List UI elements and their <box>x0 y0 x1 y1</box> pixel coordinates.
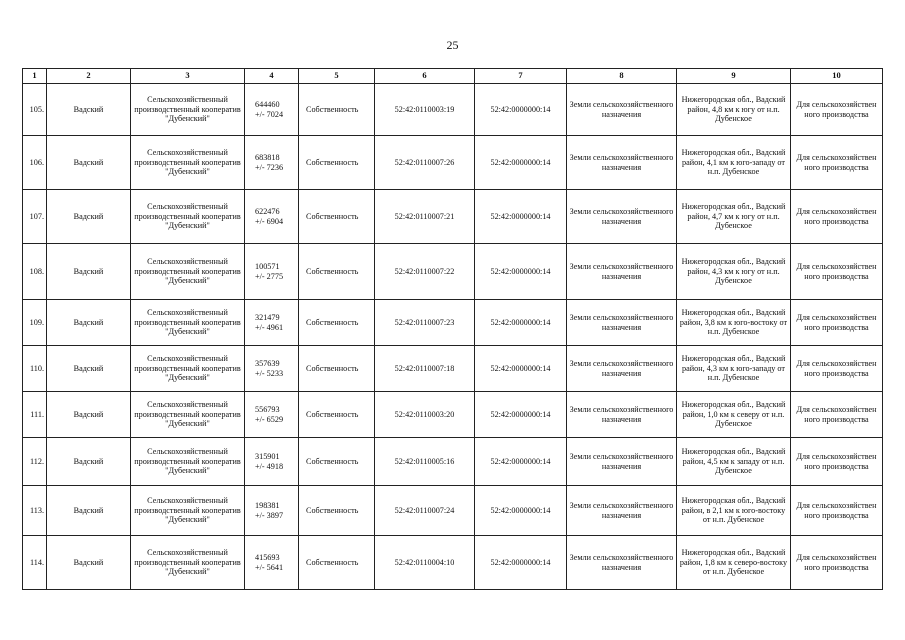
area-value: 321479 <box>255 312 280 322</box>
area-error: +/- 6529 <box>255 414 284 424</box>
area-cell <box>245 392 299 438</box>
permitted-use-cell: Для сельскохозяйствен ного производства <box>791 536 883 590</box>
area-cell <box>245 438 299 486</box>
header-cell: 7 <box>475 69 567 84</box>
permitted-use-cell: Для сельскохозяйствен ного производства <box>791 300 883 346</box>
right-type-cell: Собственность <box>299 244 375 300</box>
location-cell: Нижегородская обл., Вадский район, 4,1 км к юго-западу от н.п. Дубенское <box>677 136 791 190</box>
area-value: 315901 <box>255 451 280 461</box>
land-category-cell: Земли сельскохозяйственного назначения <box>567 536 677 590</box>
location-cell: Нижегородская обл., Вадский район, 4,3 км к юго-западу от н.п. Дубенское <box>677 346 791 392</box>
row-number-cell: 108. <box>23 244 47 300</box>
cadastral-number-cell: 52:42:0110004:10 <box>375 536 475 590</box>
right-type-cell: Собственность <box>299 300 375 346</box>
area-error: +/- 7024 <box>255 109 284 119</box>
permitted-use-cell: Для сельскохозяйствен ного производства <box>791 486 883 536</box>
cadastral-number-cell: 52:42:0110007:18 <box>375 346 475 392</box>
area-value: 622476 <box>255 206 280 216</box>
area-value: 100571 <box>255 261 280 271</box>
land-category-cell: Земли сельскохозяйственного назначения <box>567 392 677 438</box>
parent-cadastral-cell: 52:42:0000000:14 <box>475 392 567 438</box>
area-value: 357639 <box>255 358 280 368</box>
area-value: 198381 <box>255 500 280 510</box>
right-type-cell: Собственность <box>299 486 375 536</box>
header-cell: 10 <box>791 69 883 84</box>
area-error: +/- 4918 <box>255 461 284 471</box>
area-error: +/- 2775 <box>255 271 284 281</box>
parent-cadastral-cell: 52:42:0000000:14 <box>475 244 567 300</box>
owner-cell: Сельскохозяйственный производственный кооператив "Дубенский" <box>131 392 245 438</box>
area-value: 644460 <box>255 99 280 109</box>
area-cell <box>245 346 299 392</box>
parent-cadastral-cell: 52:42:0000000:14 <box>475 190 567 244</box>
area-cell <box>245 84 299 136</box>
area-value: 415693 <box>255 552 280 562</box>
location-cell: Нижегородская обл., Вадский район, 4,7 км к югу от н.п. Дубенское <box>677 190 791 244</box>
right-type-cell: Собственность <box>299 536 375 590</box>
location-cell: Нижегородская обл., Вадский район, 1,0 км к северу от н.п. Дубенское <box>677 392 791 438</box>
district-cell: Вадский <box>47 190 131 244</box>
parent-cadastral-cell: 52:42:0000000:14 <box>475 486 567 536</box>
owner-cell: Сельскохозяйственный производственный кооператив "Дубенский" <box>131 190 245 244</box>
land-category-cell: Земли сельскохозяйственного назначения <box>567 136 677 190</box>
table-row <box>23 438 883 486</box>
header-cell: 2 <box>47 69 131 84</box>
location-cell: Нижегородская обл., Вадский район, 4,5 км к западу от н.п. Дубенское <box>677 438 791 486</box>
table-row <box>23 190 883 244</box>
area-value: 556793 <box>255 404 280 414</box>
permitted-use-cell: Для сельскохозяйствен ного производства <box>791 190 883 244</box>
header-row <box>23 69 883 84</box>
district-cell: Вадский <box>47 486 131 536</box>
location-cell: Нижегородская обл., Вадский район, 1,8 км к северо-востоку от н.п. Дубенское <box>677 536 791 590</box>
district-cell: Вадский <box>47 346 131 392</box>
area-error: +/- 4961 <box>255 322 284 332</box>
right-type-cell: Собственность <box>299 84 375 136</box>
location-cell: Нижегородская обл., Вадский район, 4,3 км к югу от н.п. Дубенское <box>677 244 791 300</box>
location-cell: Нижегородская обл., Вадский район, в 2,1 км к юго-востоку от н.п. Дубенское <box>677 486 791 536</box>
district-cell: Вадский <box>47 300 131 346</box>
area-cell <box>245 486 299 536</box>
area-error: +/- 6904 <box>255 216 284 226</box>
cadastral-number-cell: 52:42:0110007:22 <box>375 244 475 300</box>
owner-cell: Сельскохозяйственный производственный кооператив "Дубенский" <box>131 346 245 392</box>
header-cell: 5 <box>299 69 375 84</box>
row-number-cell: 114. <box>23 536 47 590</box>
table-row <box>23 392 883 438</box>
row-number-cell: 111. <box>23 392 47 438</box>
row-number-cell: 112. <box>23 438 47 486</box>
permitted-use-cell: Для сельскохозяйствен ного производства <box>791 84 883 136</box>
header-cell: 1 <box>23 69 47 84</box>
page-number: 25 <box>446 38 459 52</box>
row-number-cell: 113. <box>23 486 47 536</box>
header-cell: 6 <box>375 69 475 84</box>
area-cell <box>245 136 299 190</box>
owner-cell: Сельскохозяйственный производственный кооператив "Дубенский" <box>131 244 245 300</box>
owner-cell: Сельскохозяйственный производственный кооператив "Дубенский" <box>131 300 245 346</box>
cadastral-number-cell: 52:42:0110003:20 <box>375 392 475 438</box>
land-category-cell: Земли сельскохозяйственного назначения <box>567 486 677 536</box>
area-cell <box>245 536 299 590</box>
area-error: +/- 5233 <box>255 368 284 378</box>
header-cell: 8 <box>567 69 677 84</box>
land-registry-table <box>22 68 883 590</box>
land-category-cell: Земли сельскохозяйственного назначения <box>567 244 677 300</box>
header-cell: 3 <box>131 69 245 84</box>
permitted-use-cell: Для сельскохозяйствен ного производства <box>791 438 883 486</box>
table-row <box>23 244 883 300</box>
area-error: +/- 3897 <box>255 510 284 520</box>
land-category-cell: Земли сельскохозяйственного назначения <box>567 346 677 392</box>
cadastral-number-cell: 52:42:0110007:23 <box>375 300 475 346</box>
row-number-cell: 110. <box>23 346 47 392</box>
cadastral-number-cell: 52:42:0110007:26 <box>375 136 475 190</box>
owner-cell: Сельскохозяйственный производственный кооператив "Дубенский" <box>131 84 245 136</box>
parent-cadastral-cell: 52:42:0000000:14 <box>475 84 567 136</box>
table-row <box>23 84 883 136</box>
parent-cadastral-cell: 52:42:0000000:14 <box>475 136 567 190</box>
parent-cadastral-cell: 52:42:0000000:14 <box>475 438 567 486</box>
location-cell: Нижегородская обл., Вадский район, 4,8 км к югу от н.п. Дубенское <box>677 84 791 136</box>
district-cell: Вадский <box>47 536 131 590</box>
land-category-cell: Земли сельскохозяйственного назначения <box>567 190 677 244</box>
table-row <box>23 486 883 536</box>
header-cell: 9 <box>677 69 791 84</box>
right-type-cell: Собственность <box>299 346 375 392</box>
permitted-use-cell: Для сельскохозяйствен ного производства <box>791 244 883 300</box>
district-cell: Вадский <box>47 136 131 190</box>
cadastral-number-cell: 52:42:0110005:16 <box>375 438 475 486</box>
row-number-cell: 109. <box>23 300 47 346</box>
area-cell <box>245 244 299 300</box>
cadastral-number-cell: 52:42:0110003:19 <box>375 84 475 136</box>
area-error: +/- 7236 <box>255 162 284 172</box>
right-type-cell: Собственность <box>299 438 375 486</box>
permitted-use-cell: Для сельскохозяйствен ного производства <box>791 136 883 190</box>
table-row <box>23 136 883 190</box>
parent-cadastral-cell: 52:42:0000000:14 <box>475 536 567 590</box>
parent-cadastral-cell: 52:42:0000000:14 <box>475 300 567 346</box>
owner-cell: Сельскохозяйственный производственный кооператив "Дубенский" <box>131 136 245 190</box>
row-number-cell: 106. <box>23 136 47 190</box>
district-cell: Вадский <box>47 392 131 438</box>
land-category-cell: Земли сельскохозяйственного назначения <box>567 438 677 486</box>
land-category-cell: Земли сельскохозяйственного назначения <box>567 300 677 346</box>
owner-cell: Сельскохозяйственный производственный кооператив "Дубенский" <box>131 438 245 486</box>
right-type-cell: Собственность <box>299 190 375 244</box>
table-row <box>23 300 883 346</box>
district-cell: Вадский <box>47 438 131 486</box>
right-type-cell: Собственность <box>299 136 375 190</box>
table-row <box>23 536 883 590</box>
area-error: +/- 5641 <box>255 562 284 572</box>
owner-cell: Сельскохозяйственный производственный кооператив "Дубенский" <box>131 536 245 590</box>
cadastral-number-cell: 52:42:0110007:24 <box>375 486 475 536</box>
row-number-cell: 107. <box>23 190 47 244</box>
land-category-cell: Земли сельскохозяйственного назначения <box>567 84 677 136</box>
parent-cadastral-cell: 52:42:0000000:14 <box>475 346 567 392</box>
header-cell: 4 <box>245 69 299 84</box>
cadastral-number-cell: 52:42:0110007:21 <box>375 190 475 244</box>
district-cell: Вадский <box>47 84 131 136</box>
row-number-cell: 105. <box>23 84 47 136</box>
table-row <box>23 346 883 392</box>
owner-cell: Сельскохозяйственный производственный кооператив "Дубенский" <box>131 486 245 536</box>
permitted-use-cell: Для сельскохозяйствен ного производства <box>791 346 883 392</box>
permitted-use-cell: Для сельскохозяйствен ного производства <box>791 392 883 438</box>
area-cell <box>245 190 299 244</box>
area-cell <box>245 300 299 346</box>
location-cell: Нижегородская обл., Вадский район, 3,8 км к юго-востоку от н.п. Дубенское <box>677 300 791 346</box>
area-value: 683818 <box>255 152 280 162</box>
district-cell: Вадский <box>47 244 131 300</box>
right-type-cell: Собственность <box>299 392 375 438</box>
